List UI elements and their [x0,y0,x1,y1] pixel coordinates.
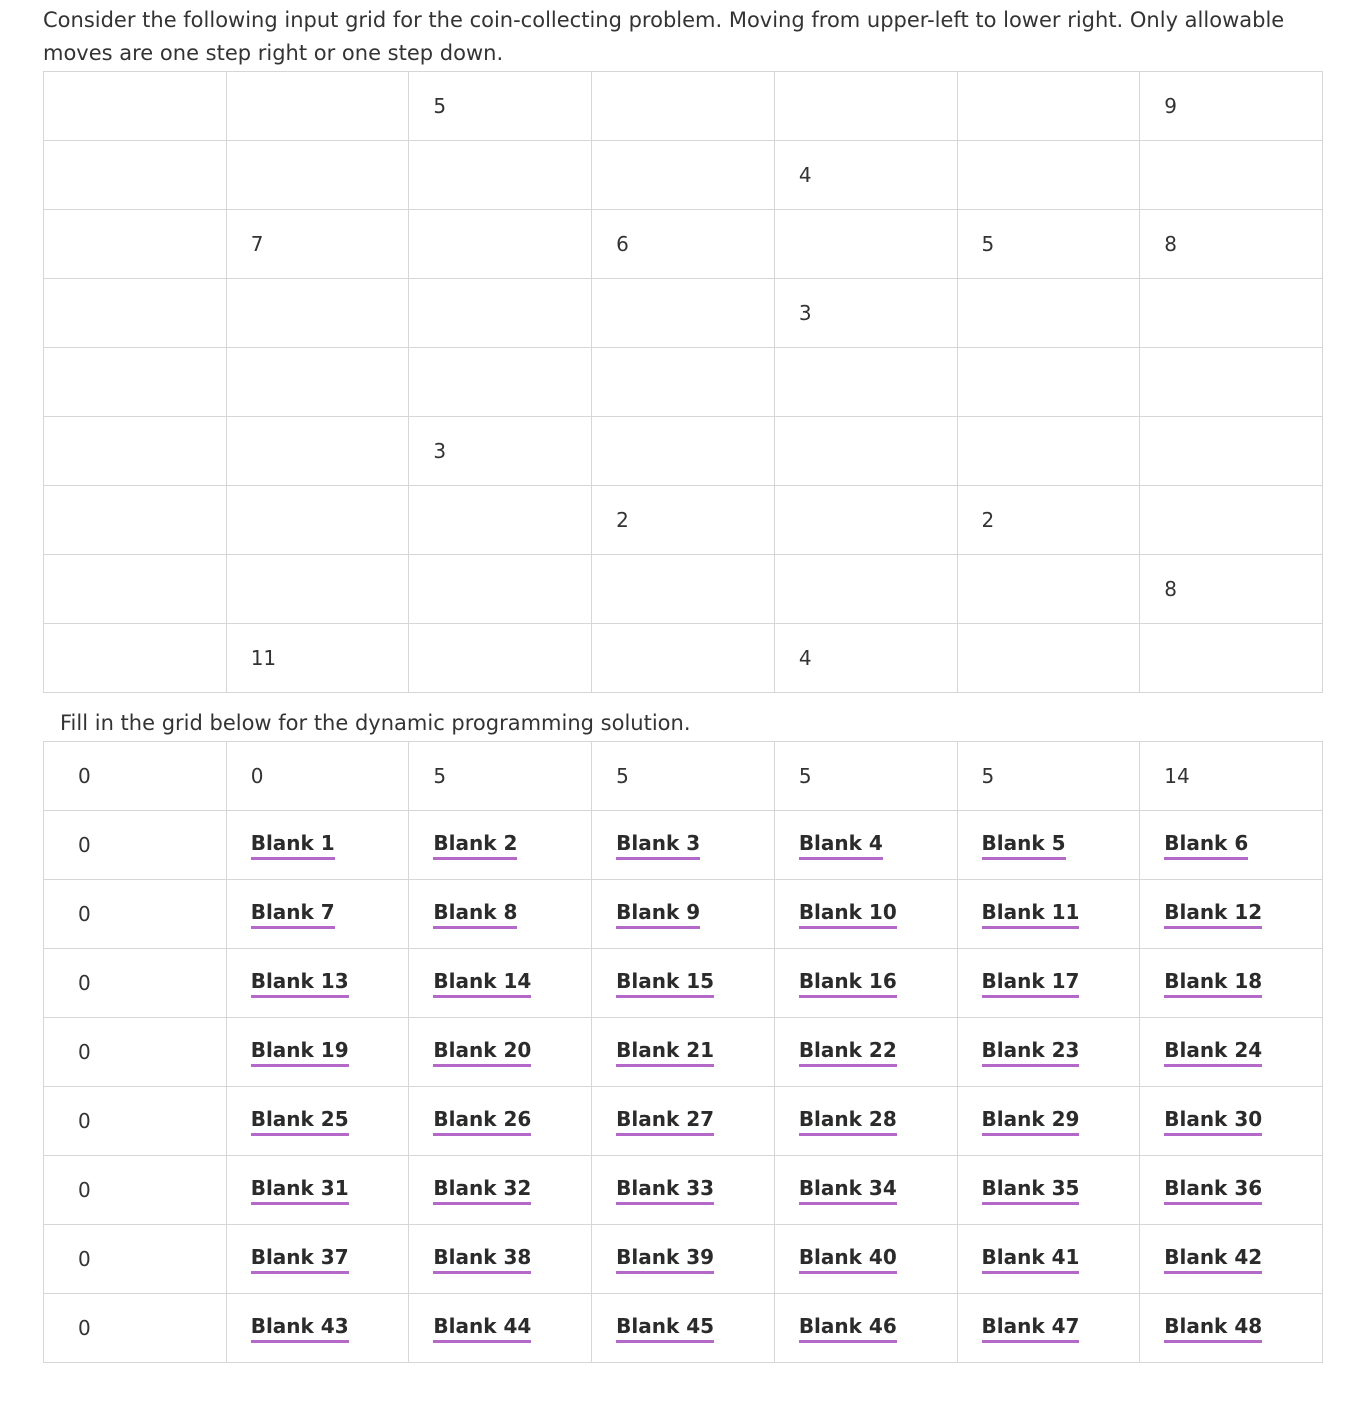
input-grid-cell [44,624,227,693]
input-grid-cell [774,417,957,486]
input-grid-cell [774,72,957,141]
dp-grid-cell [774,811,957,880]
blank-answer-field[interactable]: Blank 23 [982,1039,1080,1067]
dp-grid-row [44,742,1323,811]
input-grid-cell [774,348,957,417]
dp-solution-grid [43,741,1323,1363]
blank-answer-field[interactable]: Blank 42 [1164,1246,1262,1274]
blank-answer-field[interactable]: Blank 11 [982,901,1080,929]
blank-answer-field[interactable]: Blank 1 [251,832,335,860]
dp-grid-row [44,1294,1323,1363]
dp-grid-cell [226,1156,409,1225]
dp-grid-cell [774,1018,957,1087]
input-grid-cell [592,417,775,486]
input-grid-cell [592,348,775,417]
dp-grid-caption: Fill in the grid below for the dynamic programming solution. [60,711,691,735]
dp-grid-cell: 0 [226,742,409,811]
blank-answer-field[interactable]: Blank 40 [799,1246,897,1274]
input-grid-cell [774,555,957,624]
blank-answer-field[interactable]: Blank 19 [251,1039,349,1067]
dp-grid-cell [957,1156,1140,1225]
blank-answer-field[interactable]: Blank 44 [433,1315,531,1343]
dp-grid-cell [1140,811,1323,880]
blank-answer-field[interactable]: Blank 29 [982,1108,1080,1136]
problem-statement: Consider the following input grid for the coin-collecting problem. Moving from upper-left to lower right. Only allowable moves are one step right or one step down. [43,8,1285,65]
blank-answer-field[interactable]: Blank 8 [433,901,517,929]
blank-answer-field[interactable]: Blank 33 [616,1177,714,1205]
input-grid-cell [44,210,227,279]
blank-answer-field[interactable]: Blank 34 [799,1177,897,1205]
dp-grid-row [44,811,1323,880]
dp-grid-cell [226,811,409,880]
input-grid-cell: 5 [409,72,592,141]
input-grid-row [44,279,1323,348]
blank-answer-field[interactable]: Blank 17 [982,970,1080,998]
dp-grid-cell [226,880,409,949]
blank-answer-field[interactable]: Blank 13 [251,970,349,998]
input-grid-cell: 3 [409,417,592,486]
dp-grid-cell [592,1225,775,1294]
blank-answer-field[interactable]: Blank 15 [616,970,714,998]
input-grid-cell: 4 [774,624,957,693]
dp-grid-cell [1140,949,1323,1018]
dp-grid-cell [1140,1294,1323,1363]
input-grid-cell [44,279,227,348]
dp-grid-cell [957,880,1140,949]
dp-grid-cell [409,811,592,880]
input-grid-cell [409,279,592,348]
dp-grid-cell [226,1087,409,1156]
dp-grid-row [44,880,1323,949]
input-grid-row [44,210,1323,279]
input-grid-cell [592,555,775,624]
dp-grid-cell [409,1018,592,1087]
input-grid-row [44,624,1323,693]
dp-grid-cell [226,1294,409,1363]
dp-grid-cell [409,1225,592,1294]
input-grid-cell: 8 [1140,210,1323,279]
input-grid [43,71,1323,693]
dp-grid-cell [226,949,409,1018]
dp-grid-cell [226,1225,409,1294]
input-grid-cell: 9 [1140,72,1323,141]
dp-grid-cell [957,1018,1140,1087]
input-grid-cell [44,72,227,141]
dp-grid-cell: 5 [592,742,775,811]
dp-grid-cell [774,1156,957,1225]
blank-answer-field[interactable]: Blank 48 [1164,1315,1262,1343]
input-grid-cell [44,555,227,624]
dp-grid-cell: 0 [44,742,227,811]
input-grid-cell [409,486,592,555]
input-grid-cell [409,348,592,417]
input-grid-cell: 2 [592,486,775,555]
dp-grid-cell: 5 [774,742,957,811]
blank-answer-field[interactable]: Blank 36 [1164,1177,1262,1205]
dp-grid-cell: 0 [44,811,227,880]
input-grid-cell [1140,141,1323,210]
input-grid-cell [44,141,227,210]
blank-answer-field[interactable]: Blank 14 [433,970,531,998]
input-grid-cell: 4 [774,141,957,210]
dp-grid-cell [774,1225,957,1294]
blank-answer-field[interactable]: Blank 18 [1164,970,1262,998]
blank-answer-field[interactable]: Blank 32 [433,1177,531,1205]
input-grid-cell [409,624,592,693]
dp-grid-cell: 0 [44,1156,227,1225]
input-grid-row [44,141,1323,210]
dp-grid-cell [1140,1018,1323,1087]
input-grid-cell: 11 [226,624,409,693]
dp-grid-cell [592,1156,775,1225]
input-grid-cell [226,279,409,348]
dp-grid-cell [592,1018,775,1087]
input-grid-cell [226,486,409,555]
dp-grid-cell: 0 [44,880,227,949]
dp-grid-cell [409,949,592,1018]
blank-answer-field[interactable]: Blank 12 [1164,901,1262,929]
dp-grid-cell [1140,1156,1323,1225]
dp-grid-cell [957,1087,1140,1156]
input-grid-cell [592,141,775,210]
dp-grid-cell [409,880,592,949]
blank-answer-field[interactable]: Blank 22 [799,1039,897,1067]
dp-grid-cell: 0 [44,1294,227,1363]
dp-grid-row [44,1018,1323,1087]
input-grid-cell [44,417,227,486]
blank-answer-field[interactable]: Blank 43 [251,1315,349,1343]
dp-grid-cell [409,1156,592,1225]
blank-answer-field[interactable]: Blank 24 [1164,1039,1262,1067]
blank-answer-field[interactable]: Blank 4 [799,832,883,860]
blank-answer-field[interactable]: Blank 26 [433,1108,531,1136]
blank-answer-field[interactable]: Blank 27 [616,1108,714,1136]
input-grid-cell: 2 [957,486,1140,555]
dp-grid-cell [1140,1087,1323,1156]
input-grid-cell [592,72,775,141]
input-grid-cell [226,417,409,486]
dp-grid-row [44,1225,1323,1294]
dp-grid-cell [592,1087,775,1156]
input-grid-cell [592,624,775,693]
input-grid-row [44,486,1323,555]
dp-grid-cell [774,1087,957,1156]
blank-answer-field[interactable]: Blank 6 [1164,832,1248,860]
dp-grid-cell [592,811,775,880]
dp-grid-cell [409,1087,592,1156]
input-grid-cell [1140,417,1323,486]
blank-answer-field[interactable]: Blank 2 [433,832,517,860]
dp-grid-cell [592,1294,775,1363]
dp-grid-cell: 0 [44,949,227,1018]
input-grid-cell [44,486,227,555]
input-grid-cell [409,555,592,624]
input-grid-cell: 8 [1140,555,1323,624]
dp-grid-cell: 0 [44,1087,227,1156]
input-grid-row [44,72,1323,141]
dp-grid-cell [409,1294,592,1363]
input-grid-cell [44,348,227,417]
input-grid-cell [226,141,409,210]
input-grid-row [44,555,1323,624]
dp-grid-cell [226,1018,409,1087]
input-grid-cell: 3 [774,279,957,348]
blank-answer-field[interactable]: Blank 7 [251,901,335,929]
blank-answer-field[interactable]: Blank 10 [799,901,897,929]
input-grid-cell: 6 [592,210,775,279]
input-grid-cell [1140,279,1323,348]
dp-grid-cell [957,1294,1140,1363]
input-grid-cell [1140,348,1323,417]
input-grid-cell [957,141,1140,210]
dp-grid-cell: 0 [44,1018,227,1087]
blank-answer-field[interactable]: Blank 21 [616,1039,714,1067]
input-grid-cell [409,141,592,210]
dp-grid-cell [957,1225,1140,1294]
dp-grid-row [44,1156,1323,1225]
blank-answer-field[interactable]: Blank 3 [616,832,700,860]
blank-answer-field[interactable]: Blank 39 [616,1246,714,1274]
input-grid-cell [226,72,409,141]
input-grid-cell [226,348,409,417]
input-grid-cell [957,624,1140,693]
blank-answer-field[interactable]: Blank 9 [616,901,700,929]
dp-grid-cell [774,1294,957,1363]
dp-grid-cell [592,880,775,949]
input-grid-cell [957,417,1140,486]
blank-answer-field[interactable]: Blank 5 [982,832,1066,860]
input-grid-row [44,417,1323,486]
input-grid-row [44,348,1323,417]
input-grid-cell [957,72,1140,141]
blank-answer-field[interactable]: Blank 46 [799,1315,897,1343]
input-grid-cell [592,279,775,348]
dp-grid-row [44,949,1323,1018]
input-grid-cell [774,486,957,555]
dp-grid-cell: 14 [1140,742,1323,811]
dp-grid-cell [774,880,957,949]
blank-answer-field[interactable]: Blank 25 [251,1108,349,1136]
blank-answer-field[interactable]: Blank 20 [433,1039,531,1067]
input-grid-cell [957,555,1140,624]
blank-answer-field[interactable]: Blank 37 [251,1246,349,1274]
blank-answer-field[interactable]: Blank 45 [616,1315,714,1343]
input-grid-cell: 7 [226,210,409,279]
input-grid-cell [1140,624,1323,693]
dp-grid-row [44,1087,1323,1156]
input-grid-cell: 5 [957,210,1140,279]
blank-answer-field[interactable]: Blank 16 [799,970,897,998]
dp-grid-cell [957,811,1140,880]
blank-answer-field[interactable]: Blank 41 [982,1246,1080,1274]
blank-answer-field[interactable]: Blank 47 [982,1315,1080,1343]
blank-answer-field[interactable]: Blank 30 [1164,1108,1262,1136]
dp-grid-cell: 5 [409,742,592,811]
blank-answer-field[interactable]: Blank 28 [799,1108,897,1136]
dp-grid-cell [774,949,957,1018]
dp-grid-cell [957,949,1140,1018]
dp-grid-cell: 5 [957,742,1140,811]
dp-grid-cell [1140,1225,1323,1294]
blank-answer-field[interactable]: Blank 35 [982,1177,1080,1205]
input-grid-cell [774,210,957,279]
input-grid-cell [226,555,409,624]
blank-answer-field[interactable]: Blank 38 [433,1246,531,1274]
dp-grid-cell [1140,880,1323,949]
dp-grid-cell: 0 [44,1225,227,1294]
input-grid-cell [957,348,1140,417]
input-grid-cell [1140,486,1323,555]
input-grid-cell [957,279,1140,348]
input-grid-cell [409,210,592,279]
dp-grid-cell [592,949,775,1018]
blank-answer-field[interactable]: Blank 31 [251,1177,349,1205]
